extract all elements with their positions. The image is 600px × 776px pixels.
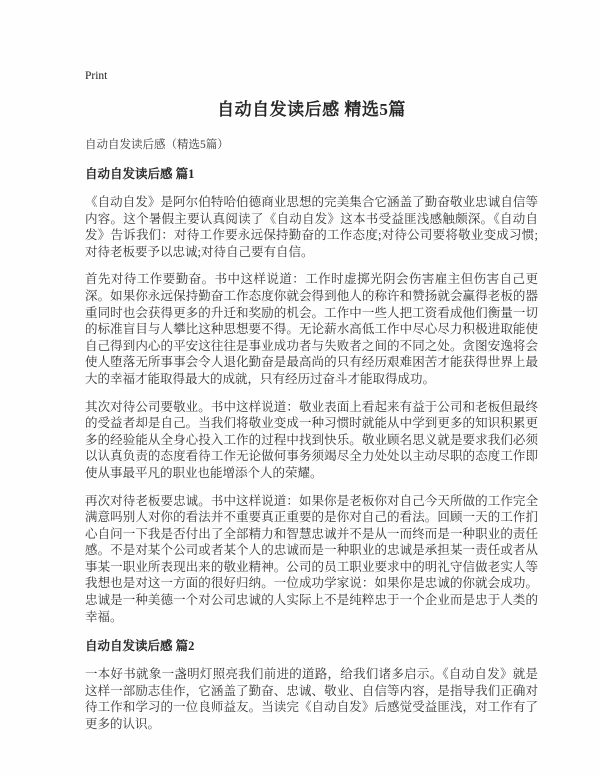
print-button[interactable]: Print	[85, 70, 108, 82]
section-heading-2: 自动自发读后感 篇2	[85, 639, 195, 654]
paragraph: 《自动自发》是阿尔伯特哈伯德商业思想的完美集合它涵盖了勤奋敬业忠诚自信等内容。这个暑假主要认真阅读了《自动自发》这本书受益匪浅感触颇深。《自动自发》告诉我们：对待工作要永远保持勤奋的工作态度;对待公司要将敬业变成习惯;对待老板要予以忠诚;对待自己要有自信。	[85, 195, 538, 259]
paragraph: 再次对待老板要忠诚。书中这样说道：如果你是老板你对自己今天所做的工作完全满意吗别人对你的看法并不重要真正重要的是你对自己的看法。回顾一天的工作扪心自问一下我是否付出了全部精力和智慧忠诚并不是从一而终而是一种职业的责任感。不是对某个公司或者某个人的忠诚而是一种职业的忠诚是承担某一责任或者从事某一职业所表现出来的敬业精神。公司的员工职业要求中的明礼守信做老实人等我想也是对这一方面的很好归纳。一位成功学家说：如果你是忠诚的你就会成功。忠诚是一种美德一个对公司忠诚的人实际上不是纯粹忠于一个企业而是忠于人类的幸福。	[85, 493, 538, 624]
document-subtitle: 自动自发读后感（精选5篇）	[85, 139, 229, 151]
paragraph: 其次对待公司要敬业。书中这样说道：敬业表面上看起来有益于公司和老板但最终的受益者却是自己。当我们将敬业变成一种习惯时就能从中学到更多的知识积累更多的经验能从全身心投入工作的过程中找到快乐。敬业顾名思义就是要求我们必须以认真负责的态度看待工作无论做何事务须竭尽全力处处以主动尽职的态度工作即使从事最平凡的职业也能增添个人的荣耀。	[85, 399, 538, 480]
paragraph: 一本好书就象一盏明灯照亮我们前进的道路，给我们诸多启示。《自动自发》就是这样一部励志佳作，它涵盖了勤奋、忠诚、敬业、自信等内容，是指导我们正确对待工作和学习的一位良师益友。当读完《自动自发》后感觉受益匪浅，对工作有了更多的认识。	[85, 667, 538, 732]
section-heading-1: 自动自发读后感 篇1	[85, 167, 195, 181]
page-title: 自动自发读后感 精选5篇	[217, 100, 406, 119]
paragraph: 首先对待工作要勤奋。书中这样说道：工作时虚掷光阴会伤害雇主但伤害自己更深。如果你永远保持勤奋工作态度你就会得到他人的称许和赞扬就会赢得老板的器重同时也会获得更多的升迁和奖励的机会。工作中一些人把工资看成他们衡量一切的标准盲目与人攀比这种思想要不得。无论薪水高低工作中尽心尽力积极进取能使自己得到内心的平安这往往是事业成功者与失败者之间的不同之处。贪图安逸将会使人堕落无所事事会令人退化勤奋是最高尚的只有经历艰难困苦才能获得世界上最大的幸福才能取得最大的成就，只有经历过奋斗才能取得成功。	[85, 272, 538, 386]
